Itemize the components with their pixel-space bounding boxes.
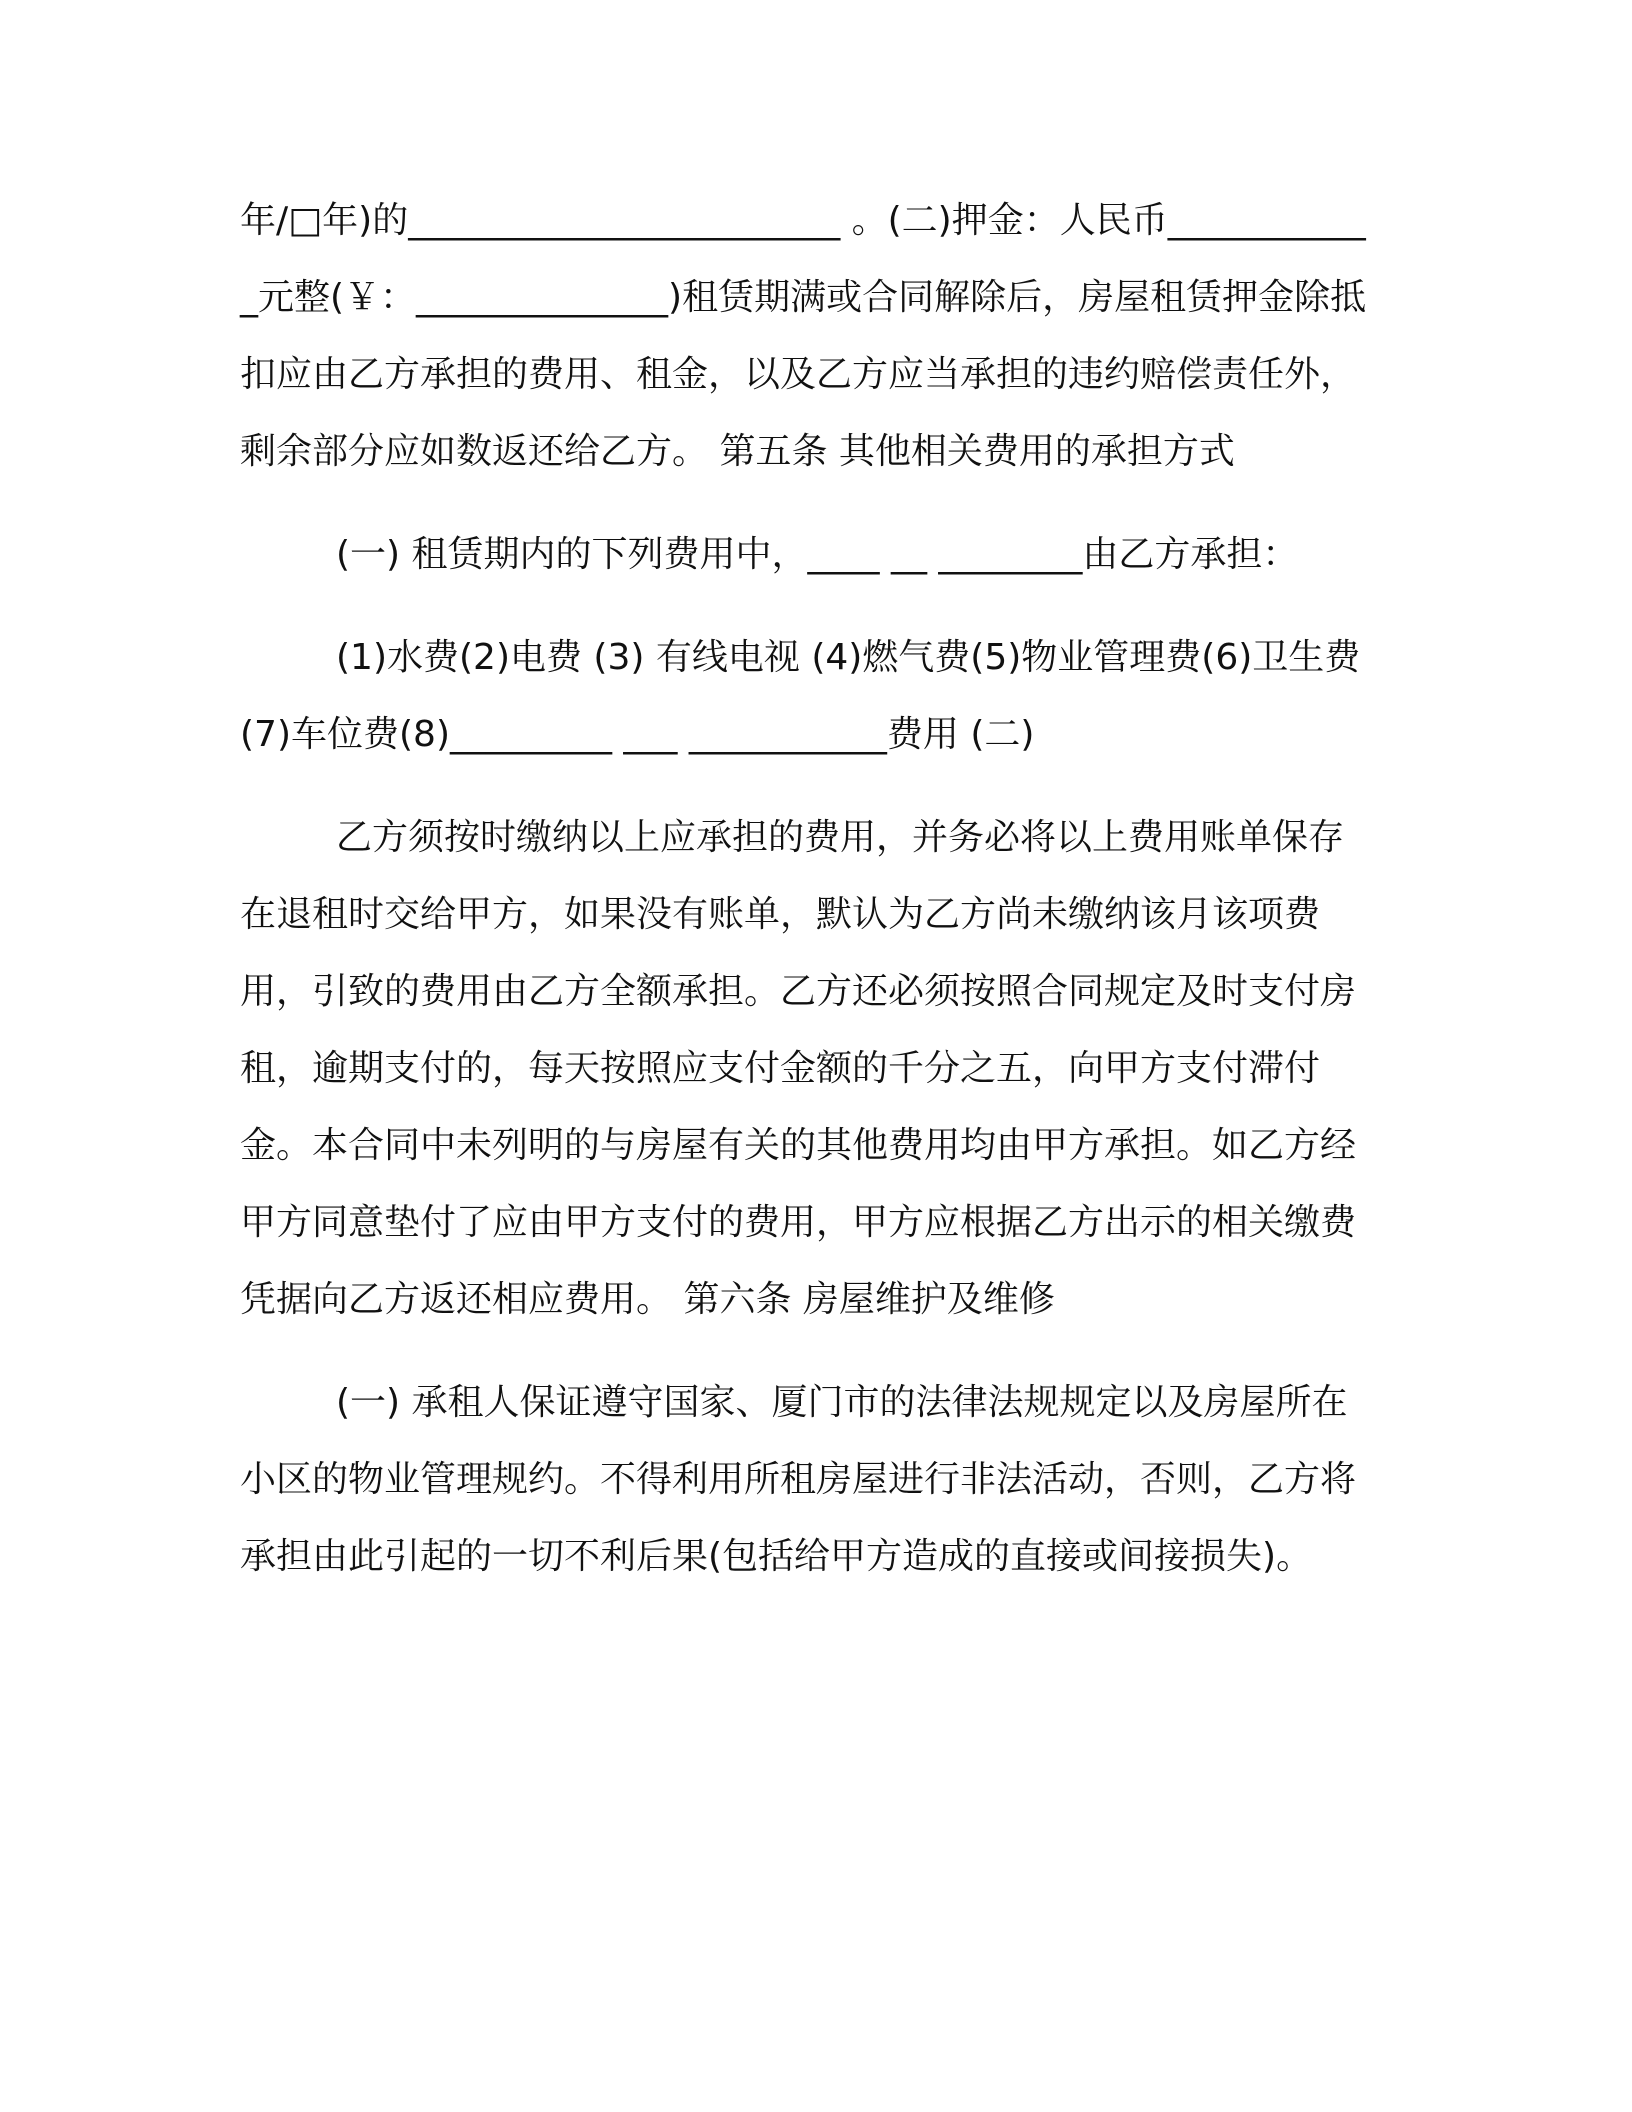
- paragraph-compliance: (一) 承租人保证遵守国家、厦门市的法律法规规定以及房屋所在小区的物业管理规约。不得利用所租房屋进行非法活动，否则，乙方将承担由此引起的一切不利后果(包括给甲方造成的直接或间接损失)。: [240, 1382, 1357, 1577]
- paragraph-fee-list: (1)水费(2)电费 (3) 有线电视 (4)燃气费(5)物业管理费(6)卫生费(7)车位费(8)_________ ___ ___________费用 (二): [240, 637, 1361, 755]
- paragraph-payment-terms: 乙方须按时缴纳以上应承担的费用，并务必将以上费用账单保存在退租时交给甲方，如果没有账单，默认为乙方尚未缴纳该月该项费用，引致的费用由乙方全额承担。乙方还必须按照合同规定及时支付房租，逾期支付的，每天按照应支付金额的千分之五，向甲方支付滞付金。本合同中未列明的与房屋有关的其他费用均由甲方承担。如乙方经甲方同意垫付了应由甲方支付的费用，甲方应根据乙方出示的相关缴费凭据向乙方返还相应费用。 第六条 房屋维护及维修: [240, 817, 1357, 1320]
- document-body: [240, 182, 1376, 1595]
- paragraph-fees-intro: (一) 租赁期内的下列费用中，____ __ ________由乙方承担：: [336, 534, 1299, 575]
- paragraph-deposit: 年/□年)的________________________ 。(二)押金：人民币___________ _元整(￥：______________)租赁期满或合同解除后，房屋租赁押金除抵扣应由乙方承担的费用、租金，以及乙方应当承担的违约赔偿责任外，剩余部分应如数返还给乙方。 第五条 其他相关费用的承担方式: [240, 200, 1378, 472]
